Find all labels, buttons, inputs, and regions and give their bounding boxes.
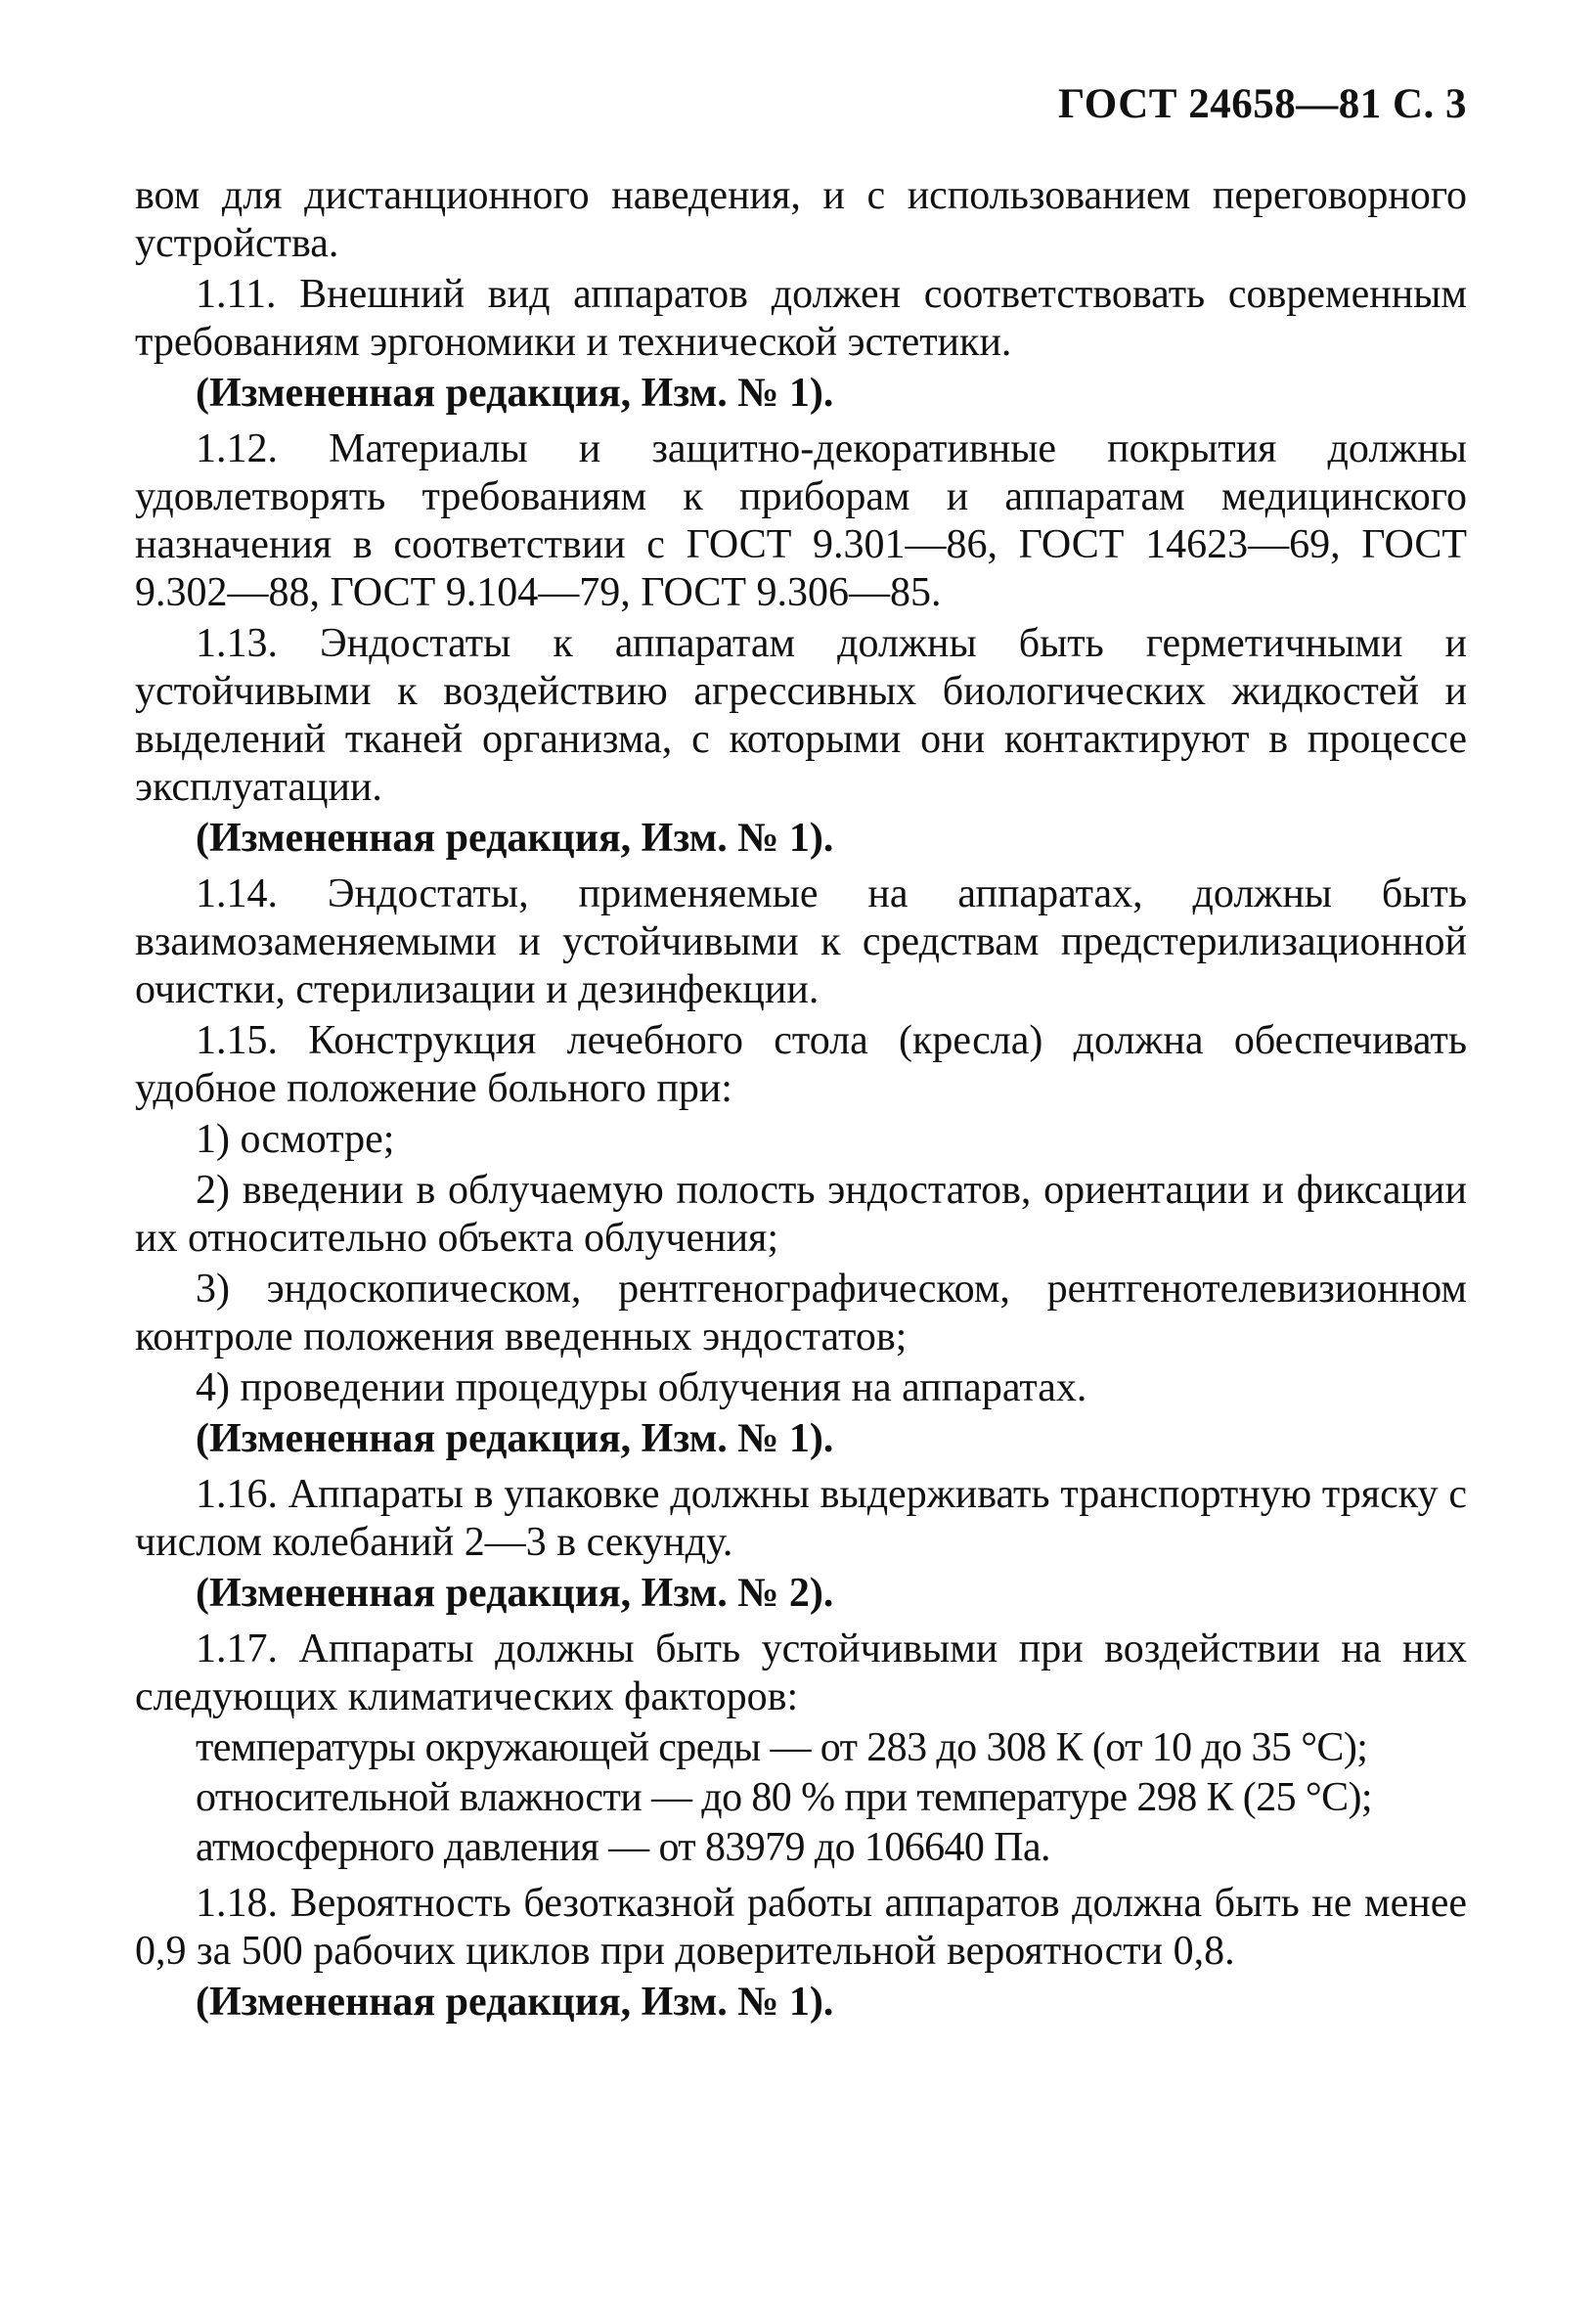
paragraph-continuation: вом для дистанционного наведения, и с использованием переговорного устройства.: [135, 173, 1467, 266]
list-item: 3) эндоскопическом, рентгенографическом, рентгенотелевизионном контроле положения введенных эндостатов;: [135, 1267, 1467, 1359]
clause-1-14: 1.14. Эндостаты, применяемые на аппаратах, должны быть взаимозаменяемыми и устойчивыми к средствам предстерилизационной очистки, стерилизации и дезинфекции.: [135, 871, 1467, 1012]
list-item: 2) введении в облучаемую полость эндостатов, ориентации и фиксации их относительно объекта облучения;: [135, 1168, 1467, 1261]
climate-factor: атмосферного давления — от 83979 до 106640 Па.: [196, 1825, 1050, 1870]
clause-1-17: 1.17. Аппараты должны быть устойчивыми при воздействии на них следующих климатических факторов:: [135, 1626, 1467, 1719]
running-header: ГОСТ 24658—81 С. 3: [1057, 81, 1467, 127]
amendment-note: (Измененная редакция, Изм. № 1).: [196, 371, 834, 416]
amendment-note: (Измененная редакция, Изм. № 2).: [196, 1571, 834, 1616]
clause-1-16: 1.16. Аппараты в упаковке должны выдерживать транспортную тряску с числом колебаний 2—3 в секунду.: [135, 1472, 1467, 1565]
amendment-note: (Измененная редакция, Изм. № 1).: [196, 1416, 834, 1461]
list-item: 1) осмотре;: [196, 1117, 395, 1162]
amendment-note: (Измененная редакция, Изм. № 1).: [196, 1980, 834, 2025]
climate-factor: температуры окружающей среды — от 283 до 308 К (от 10 до 35 °С);: [196, 1725, 1368, 1770]
clause-1-11: 1.11. Внешний вид аппаратов должен соответствовать современным требованиям эргономики и технической эстетики.: [135, 272, 1467, 365]
list-item: 4) проведении процедуры облучения на аппаратах.: [196, 1365, 1087, 1410]
clause-1-15: 1.15. Конструкция лечебного стола (кресла) должна обеспечивать удобное положение больного при:: [135, 1018, 1467, 1111]
clause-1-18: 1.18. Вероятность безотказной работы аппаратов должна быть не менее 0,9 за 500 рабочих циклов при доверительной вероятности 0,8.: [135, 1881, 1467, 1974]
amendment-note: (Измененная редакция, Изм. № 1).: [196, 816, 834, 861]
clause-1-13: 1.13. Эндостаты к аппаратам должны быть герметичными и устойчивыми к воздействию агрессивных биологических жидкостей и выделений тканей организма, с которыми они контактируют в процессе эксплуатации.: [135, 621, 1467, 810]
climate-factor: относительной влажности — до 80 % при температуре 298 К (25 °С);: [196, 1775, 1372, 1820]
clause-1-12: 1.12. Материалы и защитно-декоративные покрытия должны удовлетворять требованиям к приборам и аппаратам медицинского назначения в соответствии с ГОСТ 9.301—86, ГОСТ 14623—69, ГОСТ 9.302—88, ГОСТ 9.104—79, ГОСТ 9.306—85.: [135, 426, 1467, 615]
document-body: [135, 172, 1467, 2034]
